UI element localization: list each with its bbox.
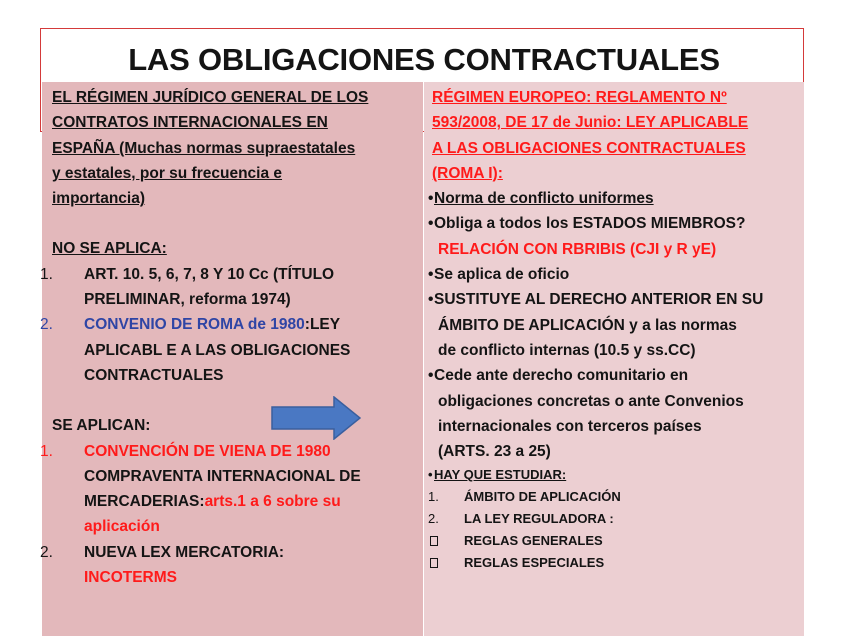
left-heading-line: CONTRATOS INTERNACIONALES EN bbox=[52, 114, 328, 132]
list-item bbox=[40, 262, 420, 313]
study-text: REGLAS ESPECIALES bbox=[464, 555, 605, 571]
list-line: ART. 10. 5, 6, 7, 8 Y 10 Cc (TÍTULO bbox=[84, 265, 335, 283]
bullet-text: (ARTS. 23 a 25) bbox=[438, 443, 551, 461]
bullet-text: internacionales con terceros países bbox=[438, 417, 702, 435]
list-item bbox=[40, 540, 420, 591]
checkbox-icon bbox=[430, 536, 438, 546]
list-line bbox=[84, 312, 420, 337]
left-heading-line: importancia) bbox=[52, 190, 146, 208]
left-column bbox=[40, 85, 420, 590]
study-item bbox=[428, 486, 804, 508]
bullet-icon: • bbox=[428, 291, 434, 309]
bullet-text: RELACIÓN CON RBRIBIS (CJI y R yE) bbox=[438, 240, 717, 258]
bullet-text: SUSTITUYE AL DERECHO ANTERIOR EN SU bbox=[434, 291, 764, 309]
page-title: LAS OBLIGACIONES CONTRACTUALES bbox=[128, 42, 720, 77]
hay-que-estudiar-label: HAY QUE ESTUDIAR: bbox=[434, 467, 567, 483]
bullet-text: Norma de conflicto uniformes bbox=[434, 190, 654, 208]
list-line: APLICABL E A LAS OBLIGACIONES bbox=[84, 341, 351, 359]
study-marker: 1. bbox=[428, 489, 439, 505]
study-item bbox=[428, 508, 804, 530]
bullet-text: Se aplica de oficio bbox=[434, 266, 570, 284]
list-number: 1. bbox=[40, 442, 53, 460]
study-item bbox=[428, 552, 804, 574]
bullet-item bbox=[428, 287, 804, 363]
bullet-icon: • bbox=[428, 467, 433, 483]
bullet-icon: • bbox=[428, 266, 434, 284]
study-item bbox=[428, 530, 804, 552]
right-arrow-icon bbox=[271, 396, 361, 440]
study-text: LA LEY REGULADORA : bbox=[464, 511, 614, 527]
right-heading-line: 593/2008, DE 17 de Junio: LEY APLICABLE bbox=[432, 114, 749, 132]
bullet-text: Cede ante derecho comunitario en bbox=[434, 367, 689, 385]
list-text: MERCADERIAS: bbox=[84, 493, 205, 511]
list-text: :LEY bbox=[304, 316, 341, 334]
bullet-text: de conflicto internas (10.5 y ss.CC) bbox=[438, 341, 696, 359]
list-line: INCOTERMS bbox=[84, 569, 177, 587]
list-line bbox=[84, 489, 420, 514]
list-number: 2. bbox=[40, 316, 53, 334]
left-heading-line: EL RÉGIMEN JURÍDICO GENERAL DE LOS bbox=[52, 89, 369, 106]
bullet-icon: • bbox=[428, 190, 434, 208]
bullet-item bbox=[428, 186, 804, 211]
list-item bbox=[40, 439, 420, 540]
right-heading-line: A LAS OBLIGACIONES CONTRACTUALES bbox=[432, 139, 746, 157]
bullet-item bbox=[428, 211, 804, 262]
bullet-item bbox=[428, 363, 804, 464]
list-number: 1. bbox=[40, 265, 53, 283]
no-aplica-label: NO SE APLICA: bbox=[52, 240, 167, 258]
checkbox-icon bbox=[430, 558, 438, 568]
study-marker: 2. bbox=[428, 511, 439, 527]
right-column bbox=[428, 85, 804, 574]
list-line: NUEVA LEX MERCATORIA: bbox=[84, 543, 285, 561]
bullet-item bbox=[428, 464, 804, 486]
left-heading-line: y estatales, por su frecuencia e bbox=[52, 164, 283, 182]
se-aplican-label: SE APLICAN: bbox=[52, 417, 151, 435]
list-item bbox=[40, 312, 420, 388]
bullet-icon: • bbox=[428, 215, 434, 233]
convenio-roma-text: CONVENIO DE ROMA de 1980 bbox=[84, 316, 305, 334]
left-heading-line: ESPAÑA (Muchas normas supraestatales bbox=[52, 139, 356, 157]
bullet-item bbox=[428, 262, 804, 287]
list-number: 2. bbox=[40, 543, 53, 561]
list-line: COMPRAVENTA INTERNACIONAL DE bbox=[84, 467, 361, 485]
right-heading-line: RÉGIMEN EUROPEO: REGLAMENTO Nº bbox=[432, 89, 727, 106]
right-heading-line: (ROMA I): bbox=[432, 164, 503, 182]
left-heading bbox=[52, 85, 420, 211]
bullet-text: ÁMBITO DE APLICACIÓN y a las normas bbox=[438, 316, 737, 334]
bullet-text: Obliga a todos los ESTADOS MIEMBROS? bbox=[434, 215, 746, 233]
list-line: aplicación bbox=[84, 518, 160, 536]
bullet-icon: • bbox=[428, 367, 434, 385]
study-text: REGLAS GENERALES bbox=[464, 533, 603, 549]
list-line: CONTRACTUALES bbox=[84, 366, 224, 384]
list-line: CONVENCIÓN DE VIENA DE 1980 bbox=[84, 442, 331, 460]
right-heading bbox=[428, 85, 804, 186]
list-line: PRELIMINAR, reforma 1974) bbox=[84, 291, 291, 309]
study-text: ÁMBITO DE APLICACIÓN bbox=[464, 489, 621, 505]
bullet-text: obligaciones concretas o ante Convenios bbox=[438, 392, 744, 410]
list-text: arts.1 a 6 sobre su bbox=[204, 493, 341, 511]
